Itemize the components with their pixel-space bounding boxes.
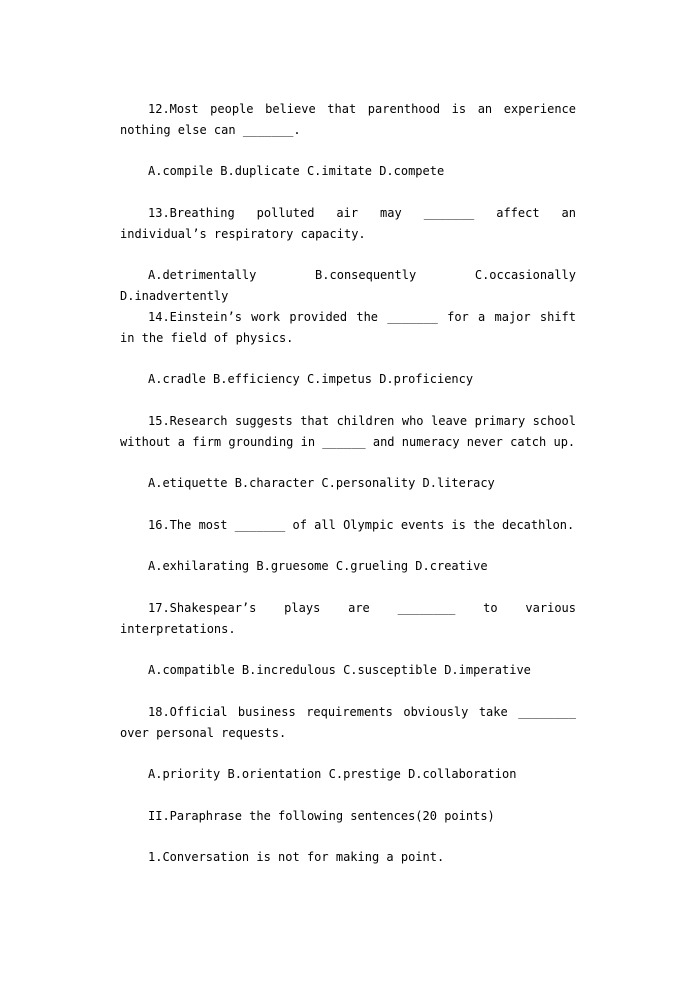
question-12-options: A.compile B.duplicate C.imitate D.compete (148, 164, 445, 178)
question-15-stem: 15.Research suggests that children who leave primary school without a firm grounding in ______ and numeracy never catch up. (120, 414, 576, 449)
question-14-options: A.cradle B.efficiency C.impetus D.proficiency (148, 372, 474, 386)
question-14-stem: 14.Einstein’s work provided the _______ for a major shift in the field of physics. (120, 310, 576, 345)
question-18-stem: 18.Official business requirements obviously take ________ over personal requests. (120, 705, 576, 740)
question-18-options: A.priority B.orientation C.prestige D.collaboration (148, 767, 517, 781)
paraphrase-item-1: 1.Conversation is not for making a point. (148, 850, 445, 864)
question-13-stem: 13.Breathing polluted air may _______ affect an individual’s respiratory capacity. (120, 206, 576, 241)
question-17-stem: 17.Shakespear’s plays are ________ to various interpretations. (120, 601, 576, 636)
question-17-options: A.compatible B.incredulous C.susceptible D.imperative (148, 663, 531, 677)
question-12-stem: 12.Most people believe that parenthood is an experience nothing else can _______. (120, 102, 576, 137)
question-16-stem: 16.The most _______ of all Olympic events is the decathlon. (148, 518, 575, 532)
section-heading: II.Paraphrase the following sentences(20 points) (148, 809, 495, 823)
question-15-options: A.etiquette B.character C.personality D.literacy (148, 476, 495, 490)
question-16-options: A.exhilarating B.gruesome C.grueling D.creative (148, 559, 488, 573)
question-13-options: A.detrimentally B.consequently C.occasionally D.inadvertently (120, 268, 576, 303)
